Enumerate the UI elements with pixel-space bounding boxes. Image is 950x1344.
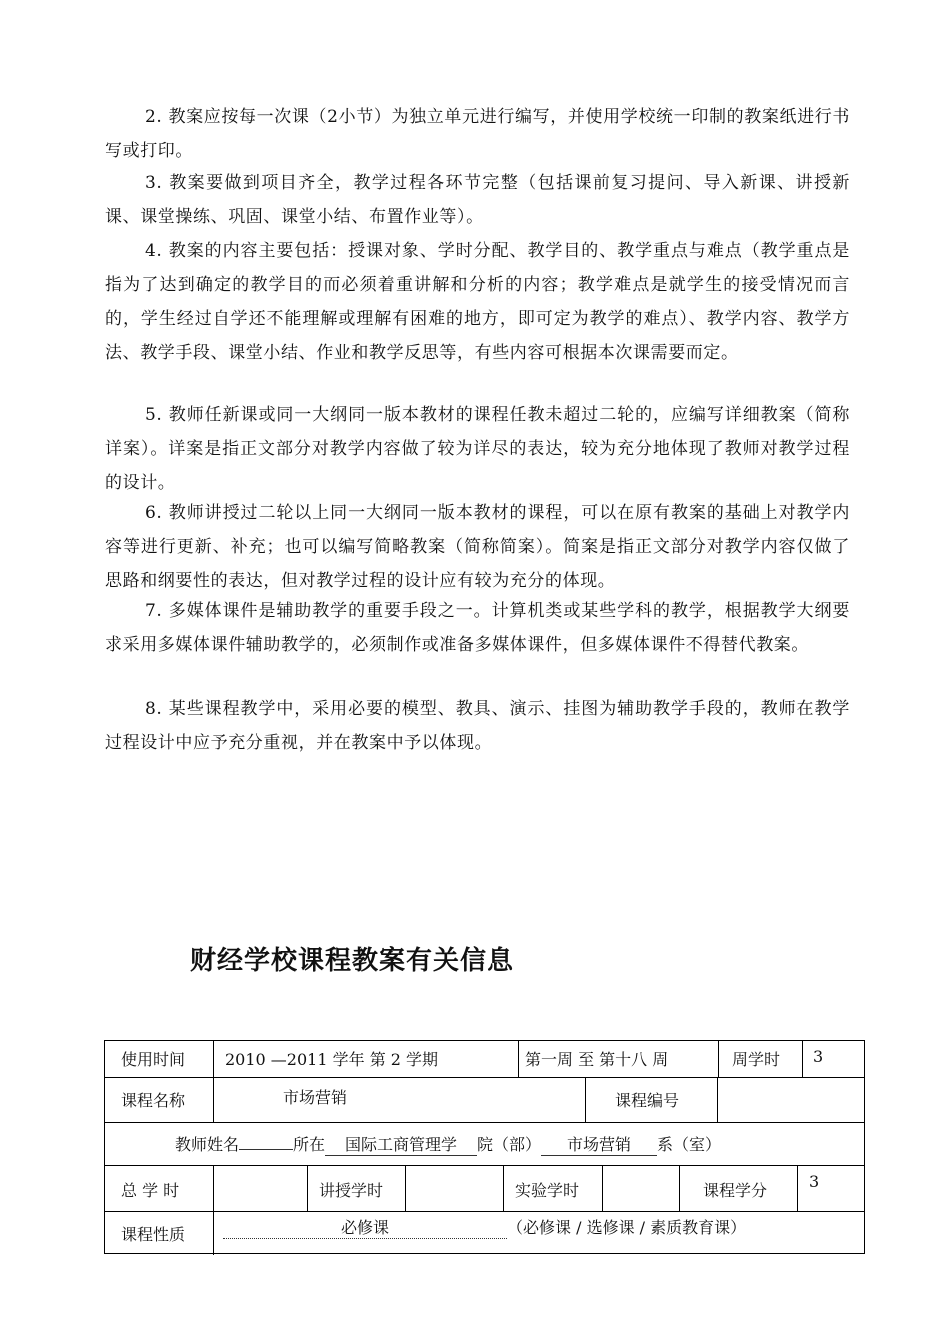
course-code-label: 课程编号 (615, 1091, 680, 1110)
course-nature-value: 必修课 (223, 1215, 507, 1239)
course-nature-options: （必修课 / 选修课 / 素质教育课） (507, 1218, 747, 1237)
table-col-divider (213, 1165, 214, 1211)
teacher-name-label: 教师姓名 (175, 1135, 240, 1154)
paragraph-item-2: 2. 教案应按每一次课（2小节）为独立单元进行编写，并使用学校统一印制的教案纸进行书写或打印。 (105, 107, 850, 161)
table-col-divider (802, 1041, 803, 1077)
paragraph-item-6: 6. 教师讲授过二轮以上同一大纲同一版本教材的课程，可以在原有教案的基础上对教学内容等进行更新、补充；也可以编写简略教案（简称简案）。简案是指正文部分对教学内容仅做了思路和纲要性的表达，但对教学过程的设计应有较为充分的体现。 (105, 503, 850, 591)
department-value: 市场营销 (541, 1132, 657, 1156)
lecture-hours-label: 讲授学时 (319, 1181, 384, 1200)
table-col-divider (585, 1077, 586, 1122)
department-label: 系（室） (657, 1135, 722, 1154)
table-col-divider (307, 1165, 308, 1211)
table-row-divider (105, 1211, 864, 1212)
teacher-info-line (175, 1132, 721, 1156)
table-col-divider (405, 1165, 406, 1211)
table-col-divider (797, 1165, 798, 1211)
table-col-divider (213, 1211, 214, 1255)
course-nature-line (223, 1215, 746, 1239)
table-col-divider (679, 1165, 680, 1211)
table-col-divider (503, 1165, 504, 1211)
usage-time-value: 2010 —2011 学年 第 2 学期 (225, 1050, 439, 1069)
table-col-divider (213, 1077, 214, 1122)
college-value: 国际工商管理学 (325, 1132, 477, 1156)
course-name-label: 课程名称 (121, 1091, 186, 1110)
table-row-divider (105, 1077, 864, 1078)
paragraph-item-7: 7. 多媒体课件是辅助教学的重要手段之一。计算机类或某些学科的教学，根据教学大纲要求采用多媒体课件辅助教学的，必须制作或准备多媒体课件，但多媒体课件不得替代教案。 (105, 601, 850, 655)
table-col-divider (717, 1077, 718, 1122)
credits-label: 课程学分 (703, 1181, 768, 1200)
table-col-divider (213, 1041, 214, 1077)
paragraph-item-4: 4. 教案的内容主要包括：授课对象、学时分配、教学目的、教学重点与难点（教学重点是指为了达到确定的教学目的而必须着重讲解和分析的内容；教学难点是就学生的接受情况而言的，学生经过自学还不能理解或理解有困难的地方，即可定为教学的难点）、教学内容、教学方法、教学手段、课堂小结、作业和教学反思等，有些内容可根据本次课需要而定。 (105, 241, 850, 363)
college-label: 院（部） (477, 1135, 542, 1154)
paragraph-item-3: 3. 教案要做到项目齐全，教学过程各环节完整（包括课前复习提问、导入新课、讲授新课、课堂操练、巩固、课堂小结、布置作业等）。 (105, 173, 850, 227)
table-row-divider (105, 1122, 864, 1123)
weekly-hours-value: 3 (813, 1047, 824, 1066)
table-col-divider (518, 1041, 519, 1077)
table-col-divider (602, 1165, 603, 1211)
course-nature-label: 课程性质 (121, 1225, 186, 1244)
paragraph-item-5: 5. 教师任新课或同一大纲同一版本教材的课程任教未超过二轮的，应编写详细教案（简称详案）。详案是指正文部分对教学内容做了较为详尽的表达，较为充分地体现了教师对教学过程的设计。 (105, 405, 850, 493)
located-label: 所在 (293, 1135, 326, 1154)
course-name-value: 市场营销 (283, 1088, 348, 1107)
credits-value: 3 (809, 1172, 820, 1191)
weekly-hours-label: 周学时 (732, 1050, 781, 1069)
course-info-table (104, 1040, 865, 1254)
section-title: 财经学校课程教案有关信息 (190, 946, 515, 976)
table-row-divider (105, 1165, 864, 1166)
table-col-divider (718, 1041, 719, 1077)
paragraph-item-8: 8. 某些课程教学中，采用必要的模型、教具、演示、挂图为辅助教学手段的，教师在教学过程设计中应予充分重视，并在教案中予以体现。 (105, 699, 850, 753)
teacher-name-value (239, 1149, 293, 1150)
usage-time-label: 使用时间 (121, 1050, 186, 1069)
lab-hours-label: 实验学时 (515, 1181, 580, 1200)
weeks-range: 第一周 至 第十八 周 (525, 1050, 669, 1069)
total-hours-label: 总 学 时 (121, 1181, 180, 1200)
